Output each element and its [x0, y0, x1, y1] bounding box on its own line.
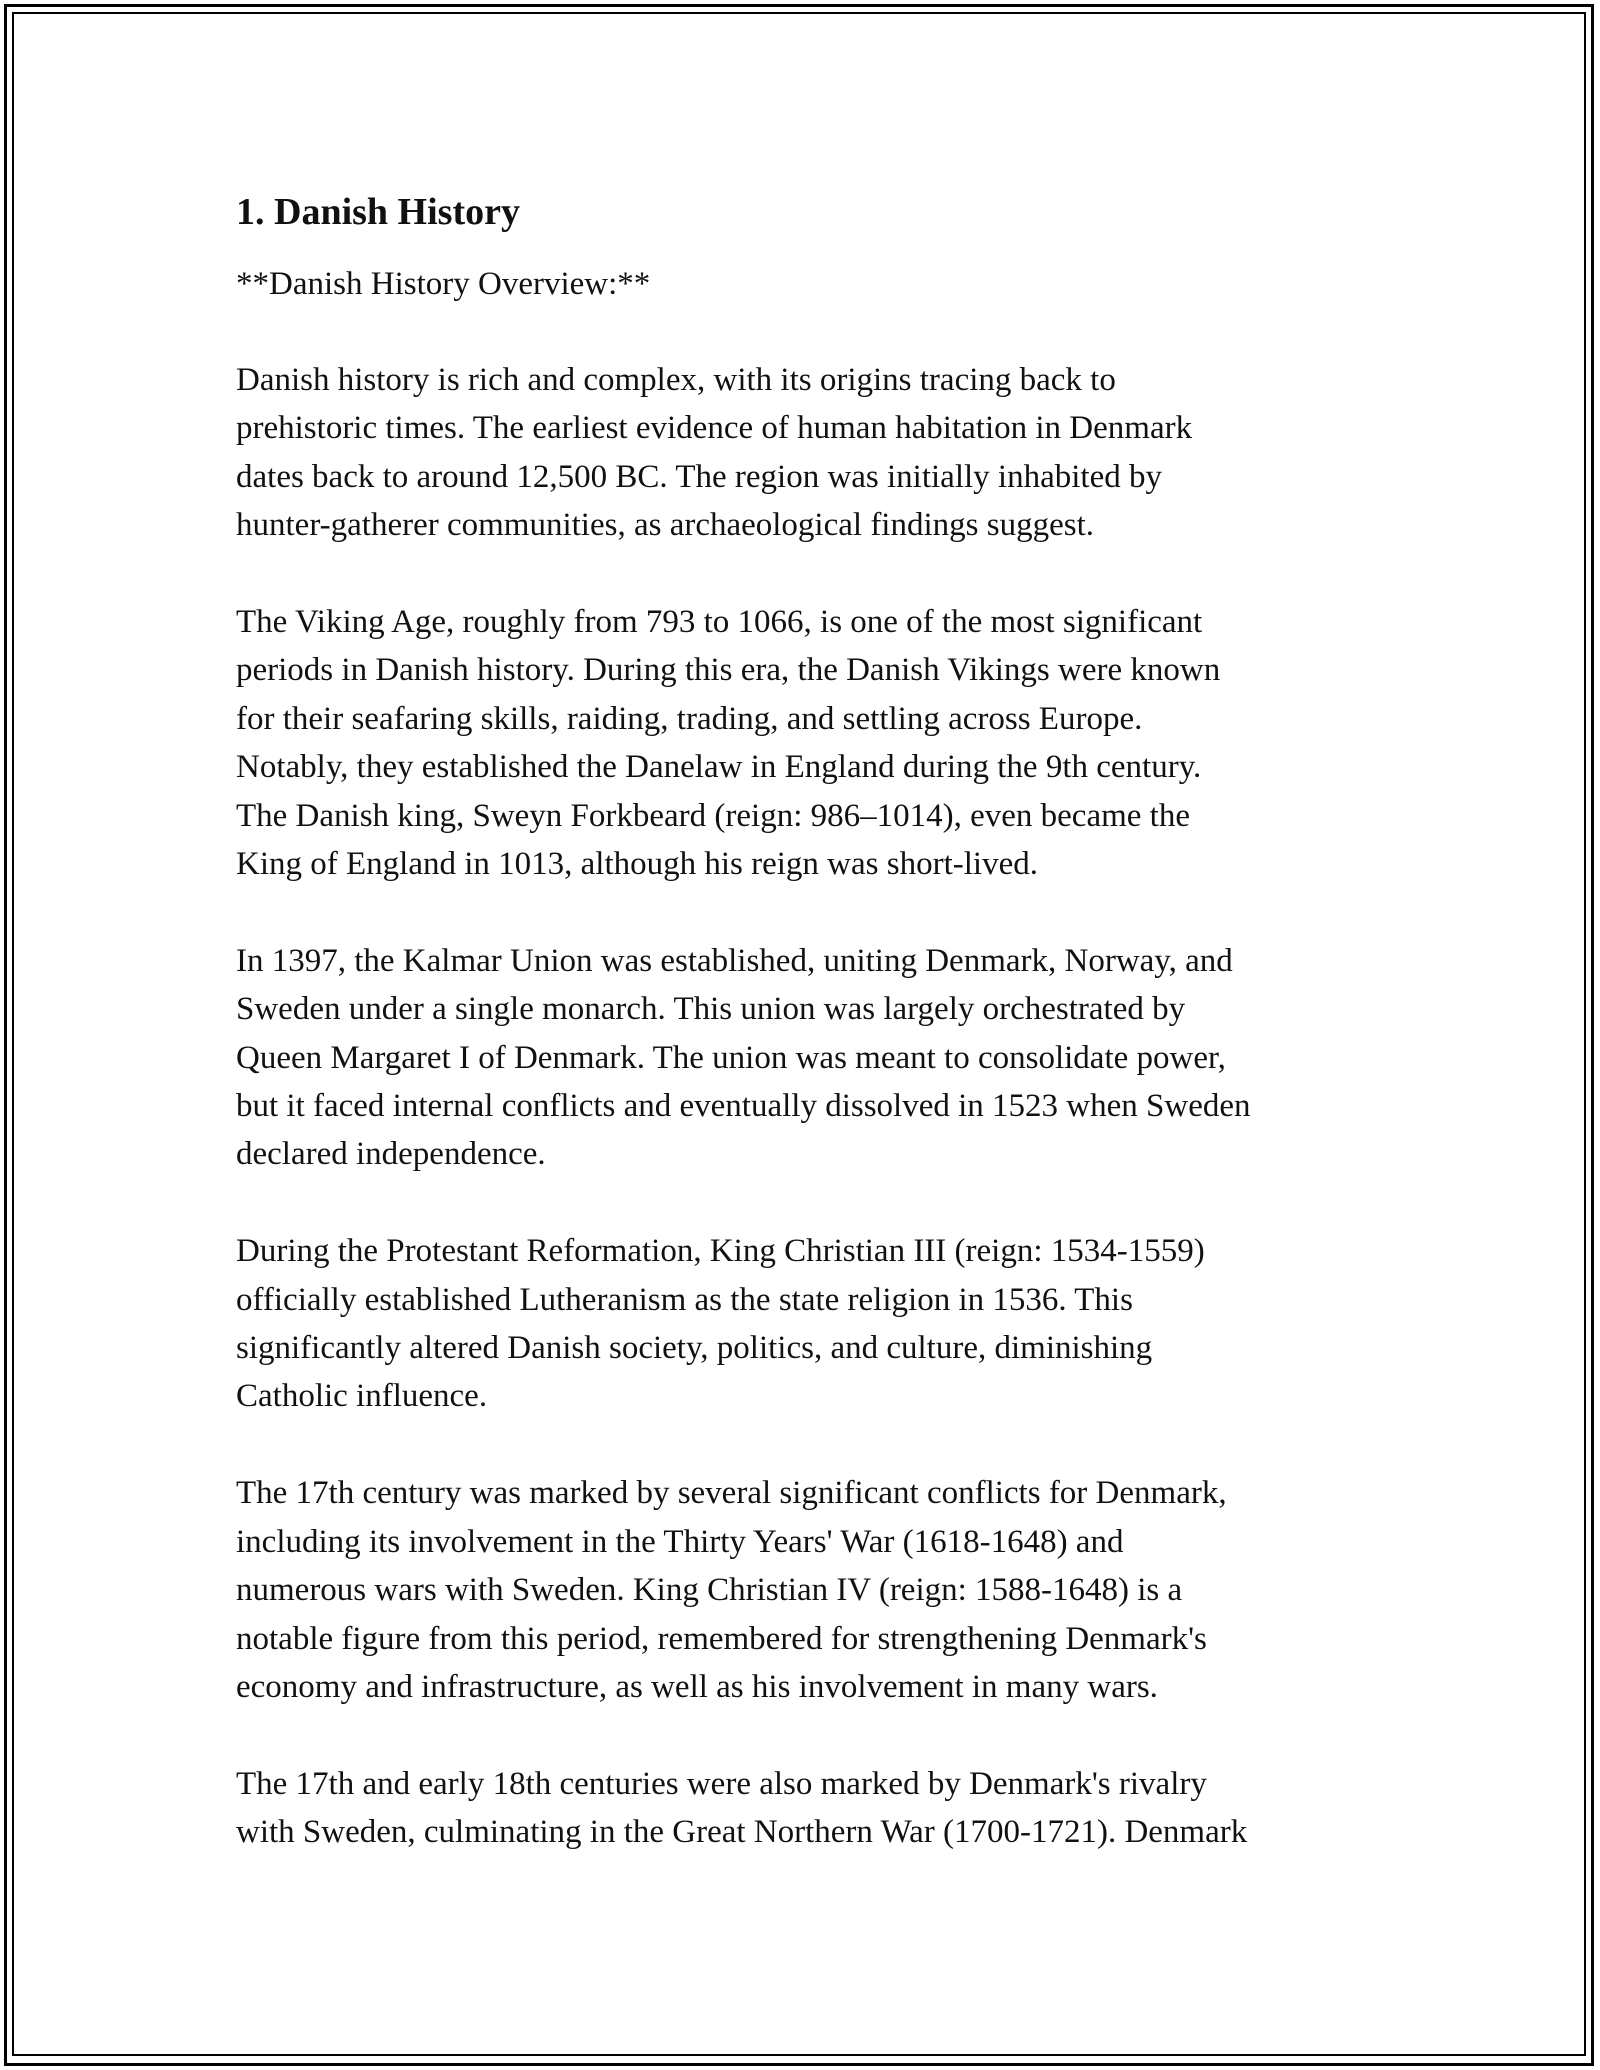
paragraph-line: The Viking Age, roughly from 793 to 1066, is one of the most significant: [236, 604, 1203, 641]
paragraph-line: with Sweden, culminating in the Great Northern War (1700-1721). Denmark: [236, 1814, 1248, 1851]
paragraph-line: but it faced internal conflicts and eventually dissolved in 1523 when Sweden: [236, 1088, 1251, 1125]
paragraph-line: dates back to around 12,500 BC. The region was initially inhabited by: [236, 458, 1162, 495]
paragraph-line: During the Protestant Reformation, King Christian III (reign: 1534-1559): [236, 1233, 1205, 1270]
paragraph: [236, 937, 1386, 1179]
paragraph-line: periods in Danish history. During this era, the Danish Vikings were known: [236, 652, 1221, 689]
paragraph-line: The Danish king, Sweyn Forkbeard (reign: 986–1014), even became the: [236, 797, 1190, 834]
paragraph-line: Notably, they established the Danelaw in England during the 9th century.: [236, 749, 1202, 786]
document-body: [236, 186, 1386, 1905]
paragraph-line: In 1397, the Kalmar Union was established, uniting Denmark, Norway, and: [236, 942, 1233, 979]
paragraph-line: Catholic influence.: [236, 1378, 488, 1415]
overview-subheading: **Danish History Overview:**: [236, 266, 651, 302]
paragraph-line: officially established Lutheranism as the state religion in 1536. This: [236, 1281, 1133, 1318]
paragraph-line: numerous wars with Sweden. King Christian IV (reign: 1588-1648) is a: [236, 1572, 1183, 1609]
paragraph-line: significantly altered Danish society, politics, and culture, diminishing: [236, 1330, 1153, 1367]
paragraph-line: Sweden under a single monarch. This union was largely orchestrated by: [236, 991, 1186, 1028]
paragraph-line: declared independence.: [236, 1136, 546, 1173]
paragraph-line: prehistoric times. The earliest evidence of human habitation in Denmark: [236, 410, 1193, 447]
paragraph-line: Danish history is rich and complex, with its origins tracing back to: [236, 362, 1116, 398]
paragraph-line: Queen Margaret I of Denmark. The union was meant to consolidate power,: [236, 1039, 1226, 1076]
paragraph-line: The 17th century was marked by several significant conflicts for Denmark,: [236, 1475, 1227, 1512]
paragraph: [236, 598, 1386, 888]
paragraph-line: hunter-gatherer communities, as archaeological findings suggest.: [236, 507, 1094, 544]
paragraph: [236, 1760, 1386, 1857]
paragraph-line: for their seafaring skills, raiding, trading, and settling across Europe.: [236, 700, 1143, 737]
paragraph: [236, 1227, 1386, 1421]
section-heading: 1. Danish History: [236, 191, 520, 233]
paragraph-line: including its involvement in the Thirty Years' War (1618-1648) and: [236, 1523, 1124, 1560]
paragraph-list: [236, 356, 1386, 1857]
paragraph-line: The 17th and early 18th centuries were also marked by Denmark's rivalry: [236, 1765, 1207, 1802]
paragraph-line: economy and infrastructure, as well as his involvement in many wars.: [236, 1668, 1158, 1705]
paragraph-line: notable figure from this period, remembered for strengthening Denmark's: [236, 1620, 1207, 1657]
paragraph: [236, 356, 1386, 550]
paragraph: [236, 1469, 1386, 1711]
paragraph-line: King of England in 1013, although his reign was short-lived.: [236, 846, 1038, 883]
